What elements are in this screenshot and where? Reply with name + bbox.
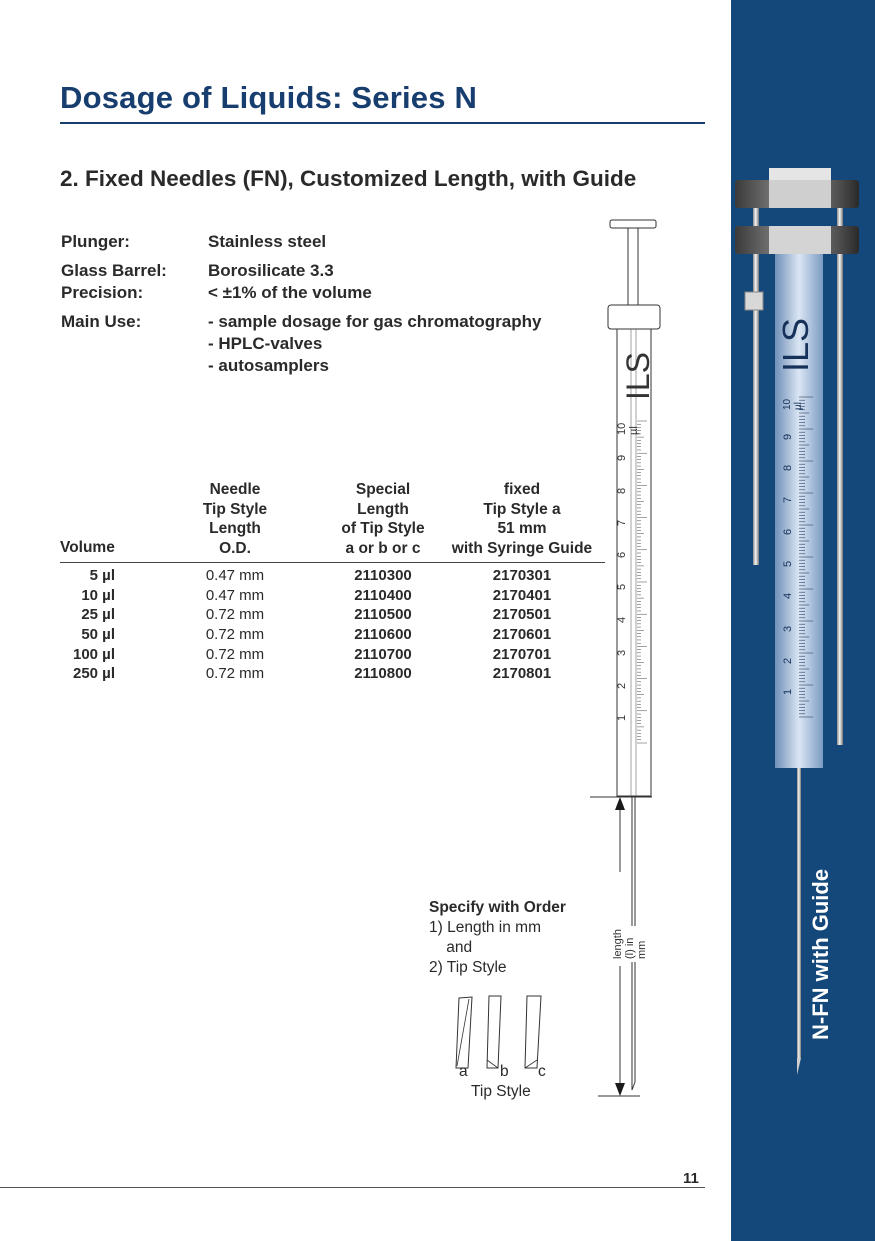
cell-od: 0.47 mm [205, 586, 265, 604]
sidebar-scale-label: 3 [782, 625, 794, 632]
tip-style-c-shape [525, 996, 541, 1068]
arrow-up-icon [615, 797, 625, 810]
order-heading: Specify with Order [429, 899, 566, 916]
title-divider [60, 122, 705, 124]
cell-od: 0.47 mm [205, 567, 265, 584]
syringe-drawing [590, 210, 680, 1110]
header-line: Tip Style a [483, 500, 561, 518]
cell-fixed: 2170401 [492, 586, 552, 604]
cell-volume: 10 µl [81, 586, 115, 604]
sidebar-needle [797, 768, 801, 1058]
cell-special: 2110600 [354, 626, 412, 644]
spec-value: - autosamplers [208, 356, 329, 375]
sidebar-scale-label: 10 µl [782, 398, 804, 410]
spec-label: Main Use: [61, 312, 142, 331]
col-header-fixed [444, 480, 600, 558]
sidebar-scale-label: 7 [782, 496, 794, 503]
table-row [60, 566, 605, 586]
cell-volume: 5 µl [89, 567, 115, 584]
sidebar-needle-tip [797, 1058, 801, 1075]
spec-value: - sample dosage for gas chromatography [208, 312, 542, 331]
sidebar-scale-label: 4 [782, 592, 794, 599]
scale-label: 9 [616, 454, 628, 461]
spec-value: Stainless steel [208, 232, 327, 251]
sidebar-brand-logo: ILS [775, 317, 816, 372]
scale-label: 4 [616, 616, 628, 623]
scale-label: 6 [616, 551, 628, 558]
order-line: and [429, 939, 473, 956]
tip-bevel-line [525, 1060, 537, 1068]
header-line: a or b or c [345, 539, 421, 557]
table-body [60, 566, 605, 684]
table-row [60, 586, 605, 606]
sidebar-scale-label: 8 [782, 464, 794, 471]
spec-value: < ±1% of the volume [208, 283, 372, 302]
table-row [60, 605, 605, 625]
plunger-cap [769, 168, 831, 182]
order-line: 2) Tip Style [429, 959, 507, 976]
header-line: O.D. [219, 539, 251, 557]
cell-special: 2110500 [354, 606, 412, 624]
footer-divider [0, 1187, 705, 1188]
tip-style-label-a: a [459, 1063, 468, 1080]
scale-label: 2 [616, 682, 628, 689]
cell-fixed: 2170601 [492, 626, 552, 644]
spec-value: Borosilicate 3.3 [208, 261, 334, 280]
col-header-volume: Volume [60, 539, 115, 556]
plunger-head [610, 220, 656, 228]
sidebar-scale-label: 9 [782, 433, 794, 440]
sidebar-scale-label: 2 [782, 657, 794, 664]
header-line: Needle [209, 481, 261, 498]
arrow-down-icon [615, 1083, 625, 1096]
scale-label: 8 [616, 487, 628, 494]
clamp-knurl [769, 180, 831, 208]
tip-bevel-line [487, 1060, 498, 1068]
header-line: Length [357, 500, 409, 518]
clamp-knurl [769, 226, 831, 254]
scale-label: 10 µl [616, 422, 640, 435]
cell-fixed: 2170801 [492, 665, 552, 683]
col-header-special [318, 480, 448, 558]
order-line: 1) Length in mm [429, 919, 541, 936]
cell-special: 2110300 [354, 567, 412, 584]
scale-label: 7 [616, 519, 628, 526]
cell-od: 0.72 mm [205, 626, 265, 644]
tip-style-caption: Tip Style [471, 1083, 531, 1100]
header-line: Length [209, 520, 261, 537]
sidebar-syringe-illustration [731, 0, 875, 1241]
cell-special: 2110400 [354, 586, 412, 604]
header-line: Tip Style [202, 500, 268, 518]
cell-special: 2110700 [354, 645, 412, 663]
guide-clamp [745, 292, 763, 310]
table-divider [60, 562, 605, 563]
section-title: 2. Fixed Needles (FN), Customized Length, with Guide [60, 166, 637, 191]
spec-label: Glass Barrel: [61, 261, 167, 280]
page-number: 11 [683, 1170, 699, 1187]
spec-value: - HPLC-valves [208, 334, 323, 353]
header-line: of Tip Style [341, 520, 425, 537]
sidebar-scale-label: 6 [782, 528, 794, 535]
cell-volume: 50 µl [81, 626, 115, 644]
tip-style-label-b: b [500, 1063, 509, 1080]
cell-fixed: 2170301 [492, 567, 552, 584]
spec-label: Plunger: [61, 232, 130, 251]
scale-label: 5 [616, 583, 628, 590]
cell-fixed: 2170501 [492, 606, 552, 624]
sidebar-scale-label: 5 [782, 560, 794, 567]
cell-od: 0.72 mm [205, 645, 265, 663]
col-header-needle [175, 480, 295, 558]
syringe-brand-logo: ILS [620, 351, 656, 400]
cell-od: 0.72 mm [205, 606, 265, 624]
tip-style-b-shape [487, 996, 501, 1068]
header-line: with Syringe Guide [451, 539, 593, 557]
spec-label: Precision: [61, 283, 144, 302]
sidebar-section-label: N-FN with Guide [808, 868, 833, 1040]
cell-fixed: 2170701 [492, 645, 552, 663]
syringe-flange [608, 305, 660, 329]
table-row [60, 664, 605, 684]
header-line: Special [355, 481, 411, 498]
header-line: 51 mm [497, 520, 547, 537]
guide-rod [837, 205, 843, 745]
order-instructions [429, 898, 566, 978]
cell-volume: 250 µl [72, 665, 115, 683]
cell-special: 2110800 [354, 665, 412, 683]
cell-od: 0.72 mm [205, 665, 265, 683]
header-line: fixed [503, 481, 541, 498]
table-row [60, 625, 605, 645]
length-label: length (l) in mm [612, 926, 648, 962]
scale-label: 3 [616, 649, 628, 656]
scale-label: 1 [616, 714, 628, 721]
tip-style-label-c: c [538, 1063, 546, 1080]
table-row [60, 645, 605, 665]
guide-rod [753, 205, 759, 565]
cell-volume: 25 µl [81, 606, 115, 624]
page-title: Dosage of Liquids: Series N [60, 80, 478, 115]
cell-volume: 100 µl [72, 645, 115, 663]
sidebar-scale-label: 1 [782, 688, 794, 695]
sidebar-panel [731, 0, 875, 1241]
